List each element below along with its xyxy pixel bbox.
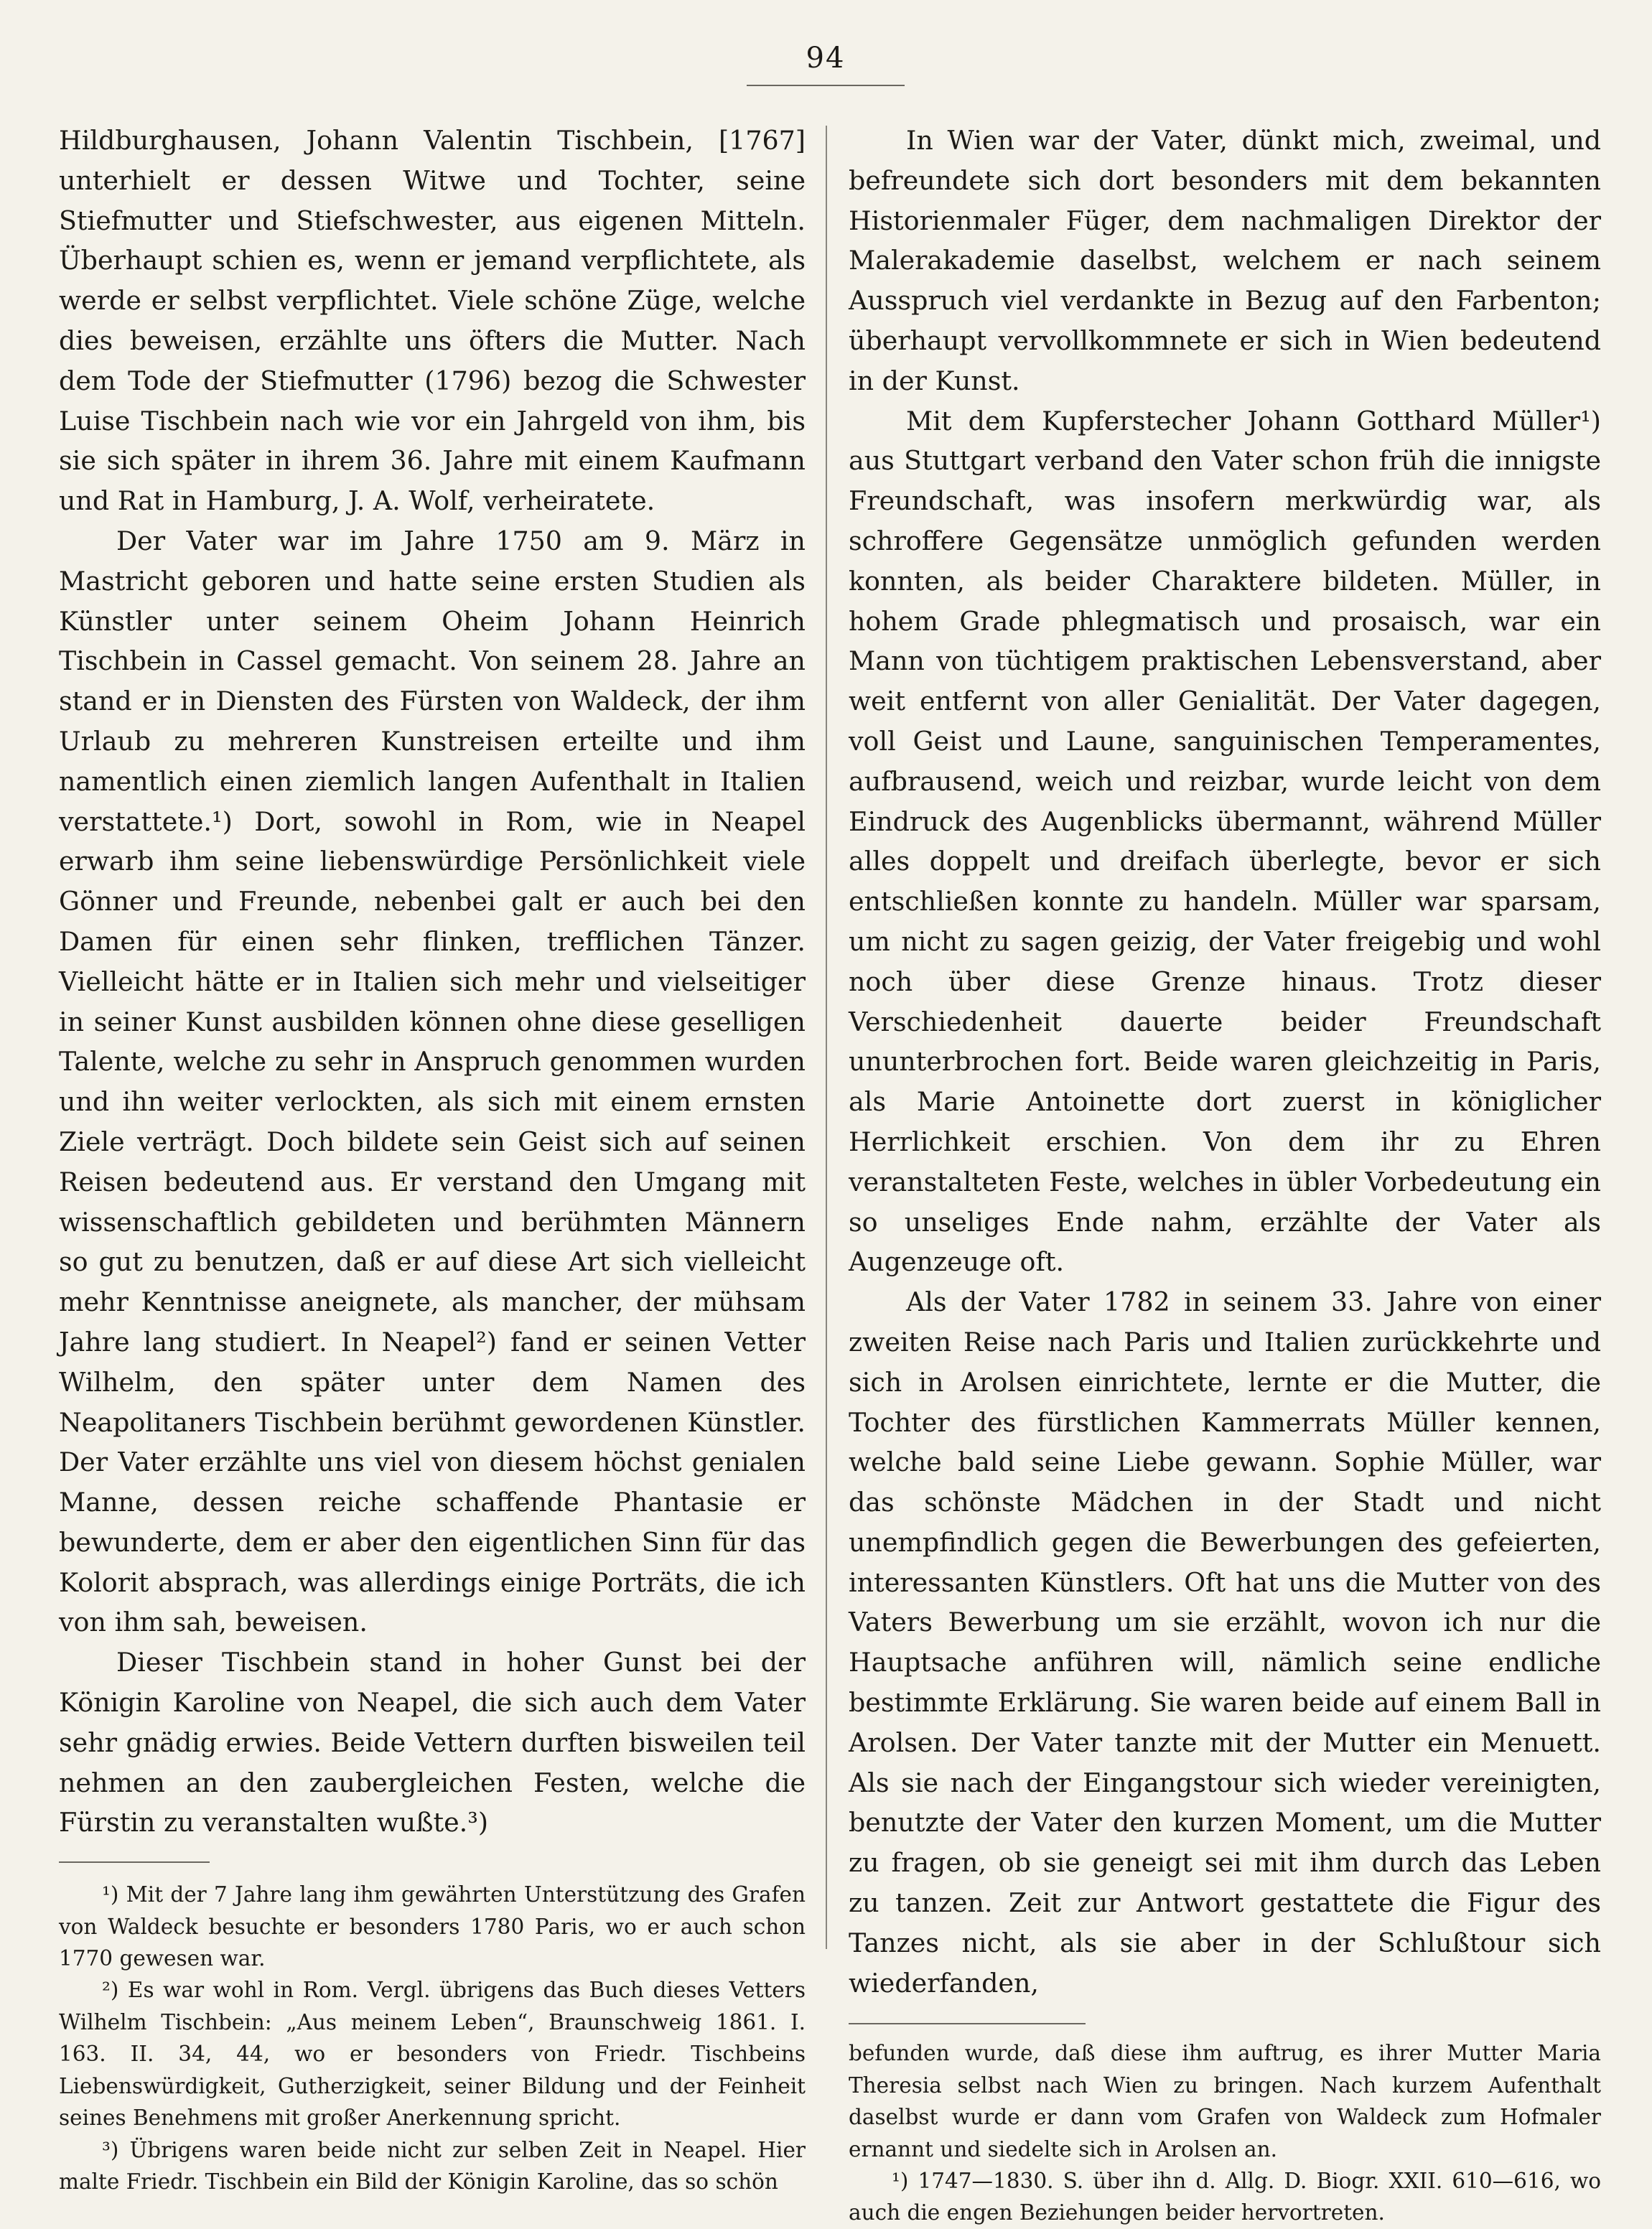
page-number-rule bbox=[747, 85, 905, 86]
left-body-text bbox=[59, 121, 806, 1843]
footnote-2: ²) Es war wohl in Rom. Vergl. übrigens das Buch dieses Vetters Wilhelm Tischbein: „Aus meinem Leben“, Braunschweig 1861. I. 163. II. 34, 44, wo er besonders von Friedr. Tischbeins Liebenswürdigkeit, Gutherzigkeit, seiner Bildung und der Feinheit seines Benehmens mit großer Anerkennung spricht. bbox=[59, 1978, 806, 2131]
right-footnote-1: ¹) 1747—1830. S. über ihn d. Allg. D. Biogr. XXII. 610—616, wo auch die engen Beziehungen beider hervortreten. bbox=[849, 2169, 1601, 2225]
left-column bbox=[59, 121, 806, 2197]
footnote-3-continuation: befunden wurde, daß diese ihm auftrug, es ihrer Mutter Maria Theresia selbst nach Wien zu bringen. Nach kurzem Aufenthalt daselbst wurde er dann vom Grafen von Waldeck zum Hofmaler ernannt und siedelte sich in Arolsen an. bbox=[849, 2041, 1601, 2162]
right-footnote-rule bbox=[849, 2023, 1086, 2024]
right-body-text bbox=[849, 121, 1601, 2003]
left-paragraph-1: Hildburghausen, Johann Valentin Tischbein, [1767] unterhielt er dessen Witwe und Tochter, seine Stiefmutter und Stiefschwester, aus eigenen Mitteln. Überhaupt schien es, wenn er jemand verpflichtete, als werde er selbst verpflichtet. Viele schöne Züge, welche dies beweisen, erzählte uns öfters die Mutter. Nach dem Tode der Stiefmutter (1796) bezog die Schwester Luise Tischbein nach wie vor ein Jahrgeld von ihm, bis sie sich später in ihrem 36. Jahre mit einem Kaufmann und Rat in Hamburg, J. A. Wolf, verheiratete. bbox=[59, 125, 806, 517]
left-paragraph-3: Dieser Tischbein stand in hoher Gunst bei der Königin Karoline von Neapel, die sich auch dem Vater sehr gnädig erwies. Beide Vettern durften bisweilen teil nehmen an den zaubergleichen Festen, welche die Fürstin zu veranstalten wußte.³) bbox=[59, 1647, 806, 1838]
left-footnote-rule bbox=[59, 1861, 210, 1863]
left-paragraph-2: Der Vater war im Jahre 1750 am 9. März in Mastricht geboren und hatte seine ersten Studien als Künstler unter seinem Oheim Johann Heinrich Tischbein in Cassel gemacht. Von seinem 28. Jahre an stand er in Diensten des Fürsten von Waldeck, der ihm Urlaub zu mehreren Kunstreisen erteilte und ihm namentlich einen ziemlich langen Aufenthalt in Italien verstattete.¹) Dort, sowohl in Rom, wie in Neapel erwarb ihm seine liebenswürdige Persönlichkeit viele Gönner und Freunde, nebenbei galt er auch bei den Damen für einen sehr flinken, trefflichen Tänzer. Vielleicht hätte er in Italien sich mehr und vielseitiger in seiner Kunst ausbilden können ohne diese geselligen Talente, welche zu sehr in Anspruch genommen wurden und ihn weiter verlockten, als sich mit einem ernsten Ziele verträgt. Doch bildete sein Geist sich auf seinen Reisen bedeutend aus. Er verstand den Umgang mit wissenschaftlich gebildeten und berühmten Männern so gut zu benutzen, daß er auf diese Art sich vielleicht mehr Kenntnisse aneignete, als mancher, der mühsam Jahre lang studiert. In Neapel²) fand er seinen Vetter Wilhelm, den später unter dem Namen des Neapolitaners Tischbein berühmt gewordenen Künstler. Der Vater erzählte uns viel von diesem höchst genialen Manne, dessen reiche schaffende Phantasie er bewunderte, dem er aber den eigentlichen Sinn für das Kolorit absprach, was allerdings einige Porträts, die ich von ihm sah, beweisen. bbox=[59, 525, 806, 1638]
page-number: 94 bbox=[806, 42, 846, 75]
left-footnotes bbox=[59, 1879, 806, 2197]
right-paragraph-1: In Wien war der Vater, dünkt mich, zweimal, und befreundete sich dort besonders mit dem bekannten Historienmaler Füger, dem nachmaligen Direktor der Malerakademie daselbst, welchem er nach seinem Ausspruch viel verdankte in Bezug auf den Farbenton; überhaupt vervollkommnete er sich in Wien bedeutend in der Kunst. bbox=[849, 125, 1601, 396]
right-paragraph-3: Als der Vater 1782 in seinem 33. Jahre von einer zweiten Reise nach Paris und Italien zurückkehrte und sich in Arolsen einrichtete, lernte er die Mutter, die Tochter des fürstlichen Kammerrats Müller kennen, welche bald seine Liebe gewann. Sophie Müller, war das schönste Mädchen in der Stadt und nicht unempfindlich gegen die Bewerbungen des gefeierten, interessanten Künstlers. Oft hat uns die Mutter von des Vaters Bewerbung um sie erzählt, wovon ich nur die Hauptsache anführen will, nämlich seine endliche bestimmte Erklärung. Sie waren beide auf einem Ball in Arolsen. Der Vater tanzte mit der Mutter ein Menuett. Als sie nach der Eingangstour sich wieder vereinigten, benutzte der Vater den kurzen Moment, um die Mutter zu fragen, ob sie geneigt sei mit ihm durch das Leben zu tanzen. Zeit zur Antwort gestattete die Figur des Tanzes nicht, als sie aber in der Schlußtour sich wiederfanden, bbox=[849, 1286, 1601, 1999]
column-divider bbox=[826, 126, 827, 1949]
footnote-3: ³) Übrigens waren beide nicht zur selben Zeit in Neapel. Hier malte Friedr. Tischbein ein Bild der Königin Karoline, das so schön bbox=[59, 2137, 806, 2194]
right-footnotes bbox=[849, 2037, 1601, 2228]
right-column bbox=[849, 121, 1601, 2229]
footnote-1: ¹) Mit der 7 Jahre lang ihm gewährten Unterstützung des Grafen von Waldeck besuchte er besonders 1780 Paris, wo er auch schon 1770 gewesen war. bbox=[59, 1882, 806, 1971]
right-paragraph-2: Mit dem Kupferstecher Johann Gotthard Müller¹) aus Stuttgart verband den Vater schon früh die innigste Freundschaft, was insofern merkwürdig war, als schroffere Gegensätze unmöglich gefunden werden konnten, als beider Charaktere bildeten. Müller, in hohem Grade phlegmatisch und prosaisch, war ein Mann von tüchtigem praktischen Lebensverstand, aber weit entfernt von aller Genialität. Der Vater dagegen, voll Geist und Laune, sanguinischen Temperamentes, aufbrausend, weich und reizbar, wurde leicht von dem Eindruck des Augenblicks übermannt, während Müller alles doppelt und dreifach überlegte, bevor er sich entschließen konnte zu handeln. Müller war sparsam, um nicht zu sagen geizig, der Vater freigebig und wohl noch über diese Grenze hinaus. Trotz dieser Verschiedenheit dauerte beider Freundschaft ununterbrochen fort. Beide waren gleichzeitig in Paris, als Marie Antoinette dort zuerst in königlicher Herrlichkeit erschien. Von dem ihr zu Ehren veranstalteten Feste, welches in übler Vorbedeutung ein so unseliges Ende nahm, erzählte der Vater als Augenzeuge oft. bbox=[849, 405, 1601, 1278]
